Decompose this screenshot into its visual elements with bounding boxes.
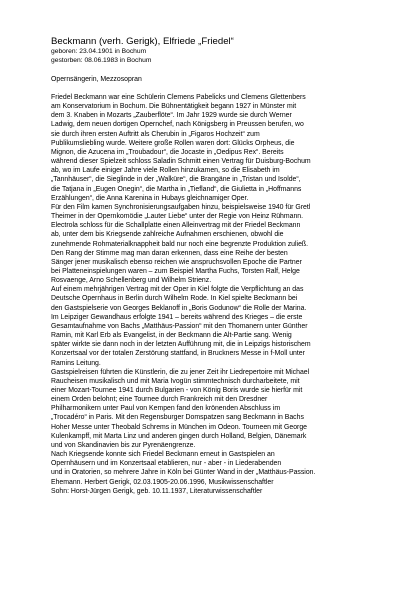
text-line: dem 3. Knaben in Mozarts „Zauberflöte“. Im Jahr 1929 wurde sie durch Werner bbox=[51, 112, 292, 120]
text-line: und von Skandinavien bis zur Pyrenäengrenze. bbox=[51, 441, 196, 449]
text-line: zunehmende Rohmaterialknappheit bald nur noch eine begrenzte Produktion zuließ. bbox=[51, 240, 309, 248]
text-line: Gastspielreisen führten die Künstlerin, die zu jener Zeit ihr Liedrepertoire mit Michael bbox=[51, 368, 310, 376]
text-line: ab, unter dem bis Kriegsende zahlreiche Aufnahmen erschienen, obwohl die bbox=[51, 231, 284, 239]
birth-info: geboren: 23.04.1901 in Bochum bbox=[51, 48, 147, 55]
text-line: Friedel Beckmann war eine Schülerin Clemens Pabelicks und Clemens Glettenbers bbox=[51, 94, 306, 101]
text-line: Für den Film kamen Synchronisierungsaufgaben hinzu, beispielsweise 1940 für Gretl bbox=[51, 203, 311, 211]
text-line: Den Rang der Stimme mag man daran erkennen, dass eine Reihe der besten bbox=[51, 249, 288, 257]
text-line: Theimer in der Opernkomödie „Lauter Liebe“ unter der Regie von Heinz Rühmann. bbox=[51, 213, 304, 221]
death-info: gestorben: 08.06.1983 in Bochum bbox=[51, 57, 152, 64]
entry-title: Beckmann (verh. Gerigk), Elfriede „Friedel“ bbox=[51, 36, 234, 47]
text-line: bei Platteneinspielungen waren – zum Beispiel Martha Fuchs, Torsten Ralf, Helge bbox=[51, 267, 300, 275]
text-line: einer Mozart-Tournee 1941 durch Bulgarien - von König Boris wurde sie hierfür mit bbox=[51, 387, 303, 394]
text-line: Mignon, die Azucena im „Troubadour“, die Jocaste in „Oedipus Rex“. Bereits bbox=[51, 148, 284, 156]
text-line: Rosvaenge, Arno Schellenberg und Wilhelm Strienz. bbox=[51, 277, 212, 285]
text-line: Electrola schloss für die Schallplatte einen Alleinvertrag mit der Friedel Beckmann bbox=[51, 222, 301, 230]
text-line: Philharmonikern unter Paul von Kempen fand den krönenden Abschluss im bbox=[51, 405, 281, 413]
biography-entry bbox=[51, 36, 383, 496]
text-line: Nach Kriegsende konnte sich Friedel Beckmann erneut in Gastspielen an bbox=[51, 451, 275, 459]
text-line: Deutsche Opernhaus in Berlin durch Wilhelm Rode. In Kiel spielte Beckmann bei bbox=[51, 295, 298, 303]
text-line: Hoher Messe unter Theobald Schrems in München im Odeon. Tourneen mit George bbox=[51, 423, 307, 431]
text-line: Auf einem mehrjährigen Vertrag mit der Oper in Kiel folgte die Verpflichtung an das bbox=[51, 286, 304, 294]
text-line: und in Oratorien, so mehrere Jahre in Köln bei Günter Wand in der „Matthäus-Passion. bbox=[51, 469, 316, 477]
text-line: Ramins Leitung. bbox=[51, 359, 101, 367]
text-line: den Gastspielserie von Georges Beklanoff in „Boris Godunow“ die Rolle der Marina. bbox=[51, 304, 307, 312]
text-line: sie durch ihren ersten Auftritt als Cherubin in „Figaros Hochzeit“ zum bbox=[51, 130, 260, 138]
text-line: Konzertsaal vor der totalen Zerstörung stattfand, in Bruckners Messe in f-Moll unter bbox=[51, 350, 305, 358]
text-line: „Tannhäuser“, die Sieglinde in der „Walküre“, die Brangäne in „Tristan und Isolde“, bbox=[51, 176, 301, 184]
text-line: einem Orden belohnt; eine Tournee durch Frankreich mit den Dresdner bbox=[51, 396, 268, 404]
text-line: Ramin, mit Karl Erb als Evangelist, in der Beckmann die Alt-Partie sang. Wenig bbox=[51, 332, 292, 340]
text-line: die Tatjana in „Eugen Onegin“, die Martha in „Tiefland“, die Giulietta in „Hoffmanns bbox=[51, 185, 302, 193]
text-line: während dieser Spielzeit schloss Saladin Schmitt einen Vertrag für Duisburg-Bochum bbox=[51, 158, 311, 166]
text-line: Ladwig, dem neuen dortigen Opernchef, nach Königsberg in Preussen berufen, wo bbox=[51, 121, 304, 129]
profession: Opernsängerin, Mezzosopran bbox=[51, 76, 142, 83]
text-line: Publikumsliebling wurde. Weitere große Rollen waren dort: Glücks Orpheus, die bbox=[51, 139, 295, 147]
text-line: Opernhäusern und im Konzertsaal etablieren, nur - aber - in Liederabenden bbox=[51, 460, 282, 468]
text-line: Erzählungen“, die Anna Karenina in Hubays gleichnamiger Oper. bbox=[51, 194, 249, 202]
text-line: Kulenkampff, mit Marta Linz und anderen gingen durch Holland, Belgien, Dänemark bbox=[51, 432, 307, 440]
text-line: „Trocadéro“ in Paris. Mit den Regensburger Domspatzen sang Beckmann in Bachs bbox=[51, 414, 304, 422]
text-line: Im Leipziger Gewandhaus erfolgte 1941 – bereits während des Krieges – die erste bbox=[51, 313, 303, 321]
biography-text bbox=[51, 93, 383, 496]
text-line: Raucheisen musikalisch und mit Maria Ivogün stimmtechnisch durcharbeitete, mit bbox=[51, 377, 300, 385]
text-line: Sänger jener musikalisch ebenso reichen wie anspruchsvollen Epoche die Partner bbox=[51, 258, 302, 266]
text-line: ab, wo im Laufe einiger Jahre viele Rollen hinzukamen, so die Elisabeth im bbox=[51, 167, 280, 175]
text-line: Ehemann. Herbert Gerigk, 02.03.1905-20.06.1996, Musikwissenschaftler bbox=[51, 478, 274, 486]
text-line: Sohn: Horst-Jürgen Gerigk, geb. 10.11.1937, Literaturwissenschaftler bbox=[51, 487, 263, 495]
text-line: später wirkte sie dann noch in der letzten Aufführung mit, die in Leipzigs historischem bbox=[51, 341, 311, 349]
text-line: am Konservatorium in Bochum. Die Bühnentätigkeit begann 1927 in Münster mit bbox=[51, 103, 297, 111]
text-line: Gesamtaufnahme von Bachs „Matthäus-Passion“ mit den Thomanern unter Günther bbox=[51, 322, 308, 330]
